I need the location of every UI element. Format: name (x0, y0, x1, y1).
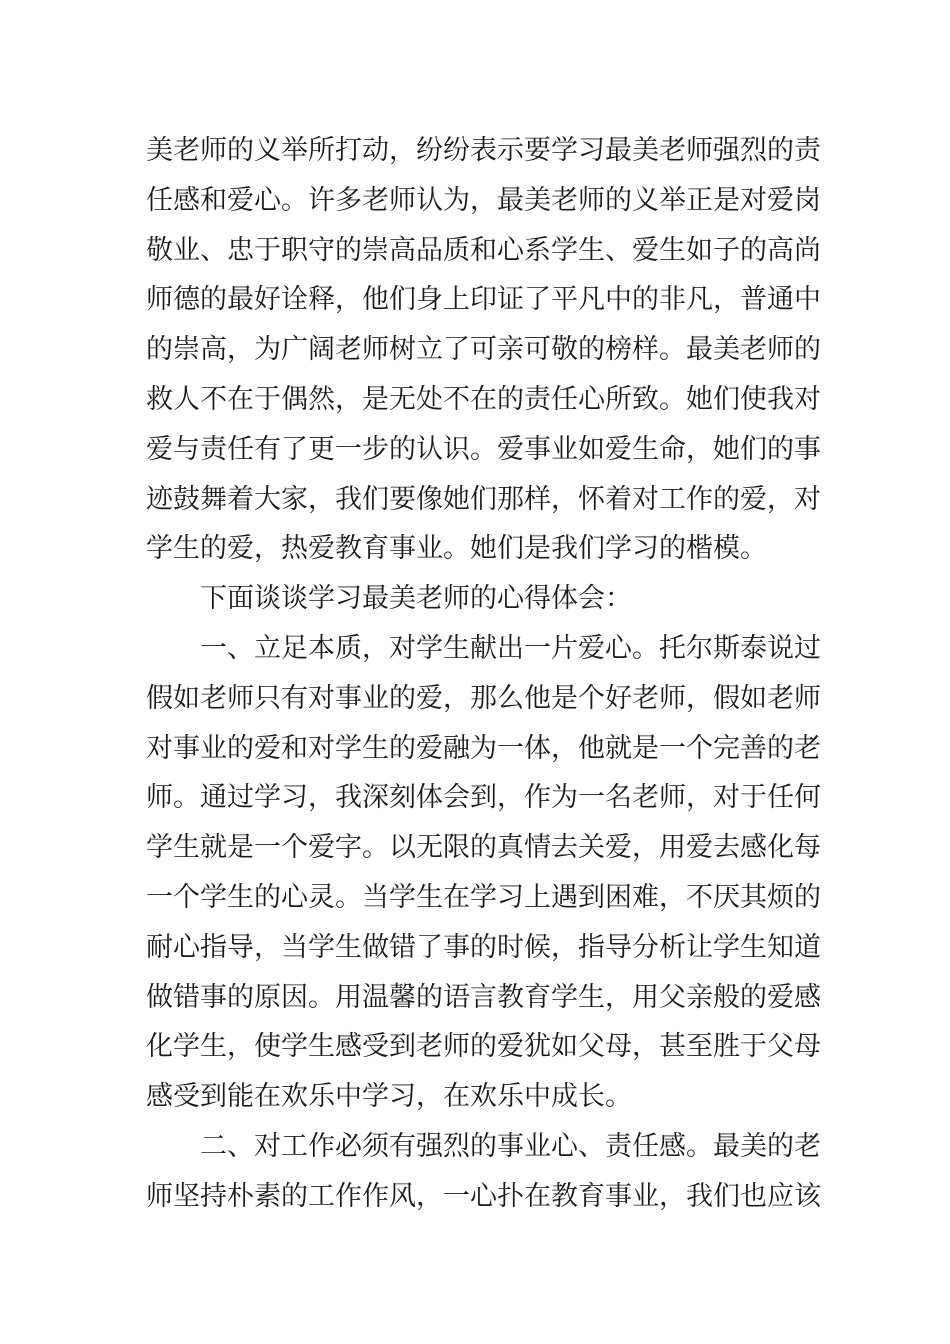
text-line: 美老师的义举所打动，纷纷表示要学习最美老师强烈的责 (146, 135, 821, 166)
text-line: 假如老师只有对事业的爱，那么他是个好老师，假如老师 (146, 682, 821, 714)
text-line: 感受到能在欢乐中学习，在欢乐中成长。 (146, 1081, 632, 1113)
text-line: 迹鼓舞着大家，我们要像她们那样，怀着对工作的爱，对 (146, 483, 821, 515)
text-line: 师德的最好诠释，他们身上印证了平凡中的非凡，普通中 (146, 284, 821, 316)
body-text (146, 126, 821, 1222)
text-line: 一、立足本质，对学生献出一片爱心。托尔斯泰说过 (200, 632, 821, 664)
text-line: 二、对工作必须有强烈的事业心、责任感。最美的老 (200, 1130, 821, 1162)
text-line: 师坚持朴素的工作作风，一心扑在教育事业，我们也应该 (146, 1180, 821, 1212)
text-line: 一个学生的心灵。当学生在学习上遇到困难，不厌其烦的 (146, 881, 821, 913)
text-line: 的崇高，为广阔老师树立了可亲可敬的榜样。最美老师的 (146, 334, 821, 366)
text-line: 救人不在于偶然，是无处不在的责任心所致。她们使我对 (146, 383, 821, 415)
text-line: 耐心指导，当学生做错了事的时候，指导分析让学生知道 (146, 931, 821, 963)
text-line: 化学生，使学生感受到老师的爱犹如父母，甚至胜于父母 (146, 1031, 821, 1063)
text-line: 敬业、忠于职守的崇高品质和心系学生、爱生如子的高尚 (146, 234, 821, 266)
text-line: 任感和爱心。许多老师认为，最美老师的义举正是对爱岗 (146, 184, 821, 216)
text-line: 对事业的爱和对学生的爱融为一体，他就是一个完善的老 (146, 732, 821, 764)
text-line: 做错事的原因。用温馨的语言教育学生，用父亲般的爱感 (146, 981, 821, 1013)
text-line: 爱与责任有了更一步的认识。爱事业如爱生命，她们的事 (146, 433, 821, 465)
text-line: 下面谈谈学习最美老师的心得体会： (200, 583, 632, 615)
text-line: 师。通过学习，我深刻体会到，作为一名老师，对于任何 (146, 782, 821, 814)
text-line: 学生就是一个爱字。以无限的真情去关爱，用爱去感化每 (146, 832, 821, 864)
text-line: 学生的爱，热爱教育事业。她们是我们学习的楷模。 (146, 533, 767, 565)
